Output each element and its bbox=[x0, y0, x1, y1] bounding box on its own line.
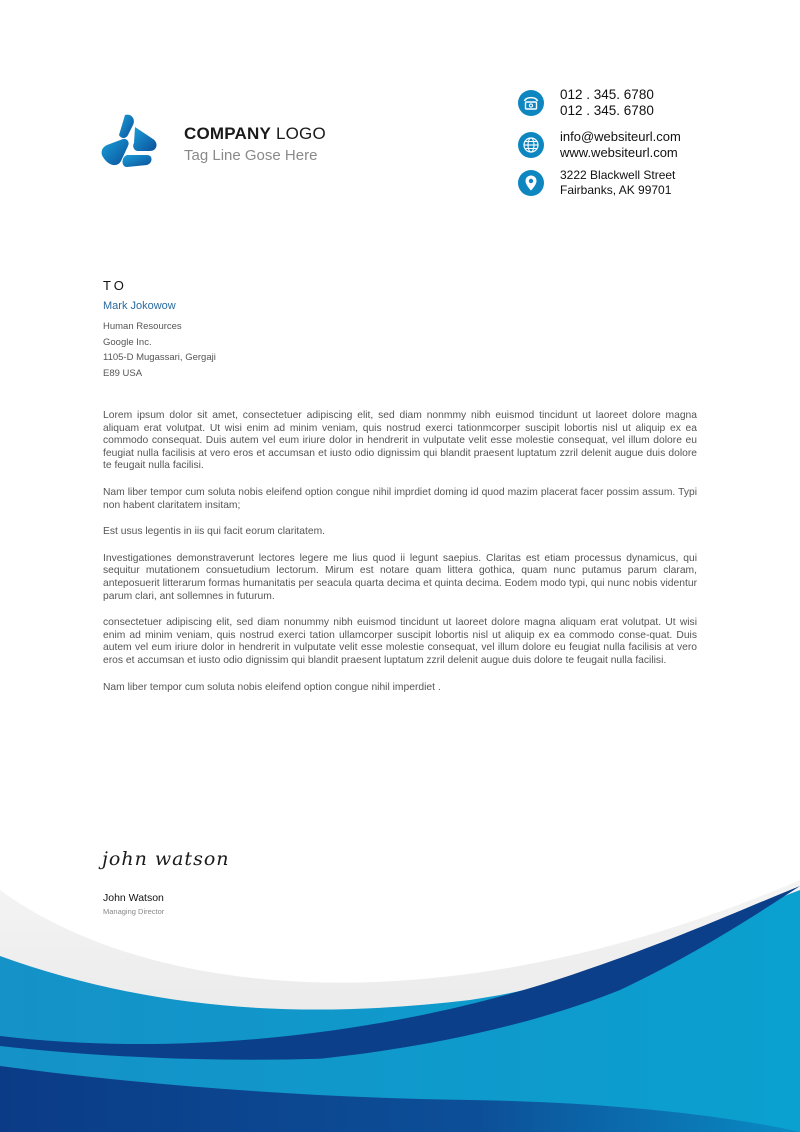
email-link[interactable]: info@websiteurl.com bbox=[560, 129, 681, 144]
signer-title: Managing Director bbox=[103, 907, 165, 916]
phone-lines bbox=[560, 87, 654, 119]
location-pin-icon bbox=[518, 170, 544, 196]
address-line-1: 3222 Blackwell Street bbox=[560, 168, 676, 182]
phone-2: 012 . 345. 6780 bbox=[560, 103, 654, 118]
body-paragraph: Est usus legentis in iis qui facit eorum claritatem. bbox=[103, 526, 326, 538]
recipient-line: Human Resources bbox=[103, 321, 182, 332]
company-name bbox=[184, 124, 326, 144]
phone-1: 012 . 345. 6780 bbox=[560, 87, 654, 102]
address-line-2: Fairbanks, AK 99701 bbox=[560, 183, 672, 197]
body-paragraph: Investigationes demonstraverunt lectores legere me lius quod ii legunt saepius. Claritas est etiam processus dynamicus, qui sequitur mutationem consuetudium lectorum. Mirum est notare quam littera gothica, quam nunc putamus parum claram, anteposuerit litterarum formas humanitatis per seacula quarta decima et quinta decima. Eodem modo typi, qui nunc nobis videntur parum clari, ant sollemnes in futurum. bbox=[103, 552, 697, 602]
signer-name: John Watson bbox=[103, 892, 164, 904]
globe-icon bbox=[518, 132, 544, 158]
phone-icon bbox=[518, 90, 544, 116]
contact-address bbox=[518, 168, 675, 198]
company-logo-icon bbox=[101, 113, 159, 167]
contact-web bbox=[518, 129, 681, 161]
body-paragraph: Nam liber tempor cum soluta nobis eleifend option congue nihil imperdiet . bbox=[103, 681, 441, 693]
contact-phone bbox=[518, 87, 654, 119]
body-paragraph: consectetuer adipiscing elit, sed diam nonummy nibh euismod tincidunt ut laoreet dolore magna aliquam erat volutpat. Ut wisi enim ad minim veniam, quis nostrud exerci tation ullamcorper suscipit lobortis nisl ut aliquip ex ea commodo conse-quat. Duis autem vel eum iriure dolor in hendrerit in vulputate velit esse molestie consequat, vel illum dolore eu feugiat nulla facilisis at vero eros et accumsan et iusto odio dignissim qui blandit praesent luptatum zzril delenit augue duis dolore te feugait nulla facilisi. bbox=[103, 617, 697, 666]
tagline: Tag Line Gose Here bbox=[184, 147, 318, 164]
recipient-address bbox=[103, 319, 216, 381]
address-lines bbox=[560, 168, 675, 198]
letter-body bbox=[103, 410, 697, 708]
recipient-name: Mark Jokowow bbox=[103, 300, 176, 312]
body-paragraph: Lorem ipsum dolor sit amet, consectetuer adipiscing elit, sed diam nonmmy nibh euismod tincidunt ut laoreet dolore magna aliquam erat volutpat. Ut wisi enim ad minim veniam, quis nostrud exerci tationmcorper suscipit lobortis nisl ut aliquip ex ea commodo consequat. Duis autem vel eum iriure dolor in hendrerit in vulputate velit esse molestie consequat, vel illum dolore eu feugiat nulla facilisis at vero eros et accumsan et iusto odio dignissim qui blandit praesent luptatum zzril delenit augue duis dolore te feugait nulla facilisi. bbox=[103, 410, 697, 472]
company-block bbox=[184, 124, 326, 165]
company-name-bold: COMPANY bbox=[184, 124, 272, 143]
recipient-line: E89 USA bbox=[103, 367, 143, 379]
to-label: TO bbox=[103, 278, 127, 293]
recipient-line: Google Inc. bbox=[103, 336, 152, 348]
web-lines bbox=[560, 129, 681, 161]
recipient-line: 1105-D Mugassari, Gergaji bbox=[103, 352, 216, 363]
body-paragraph: Nam liber tempor cum soluta nobis eleifend option congue nihil imprdiet doming id quod mazim placerat facer possim assum. Typi non habent claritatem insitam; bbox=[103, 486, 697, 511]
company-name-rest: LOGO bbox=[275, 124, 326, 143]
signature-script: john watson bbox=[102, 848, 230, 870]
website-link[interactable]: www.websiteurl.com bbox=[560, 145, 678, 160]
